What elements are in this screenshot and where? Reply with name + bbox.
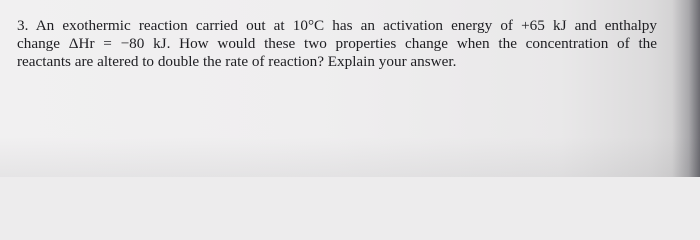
question-line-1-text: An exothermic reaction carried out at 10°C has an activation energy of +65 kJ and enthalpy (35, 17, 657, 34)
question-line-1 (17, 17, 657, 35)
page-edge-shadow (672, 0, 700, 177)
question-line-3: reactants are altered to double the rate of reaction? Explain your answer. (17, 53, 457, 70)
question-line-2: change ΔHr = −80 kJ. How would these two properties change when the concentration of the (17, 35, 657, 52)
page-shadow (0, 137, 700, 177)
question-number: 3. (17, 17, 29, 34)
question-text (17, 17, 657, 71)
